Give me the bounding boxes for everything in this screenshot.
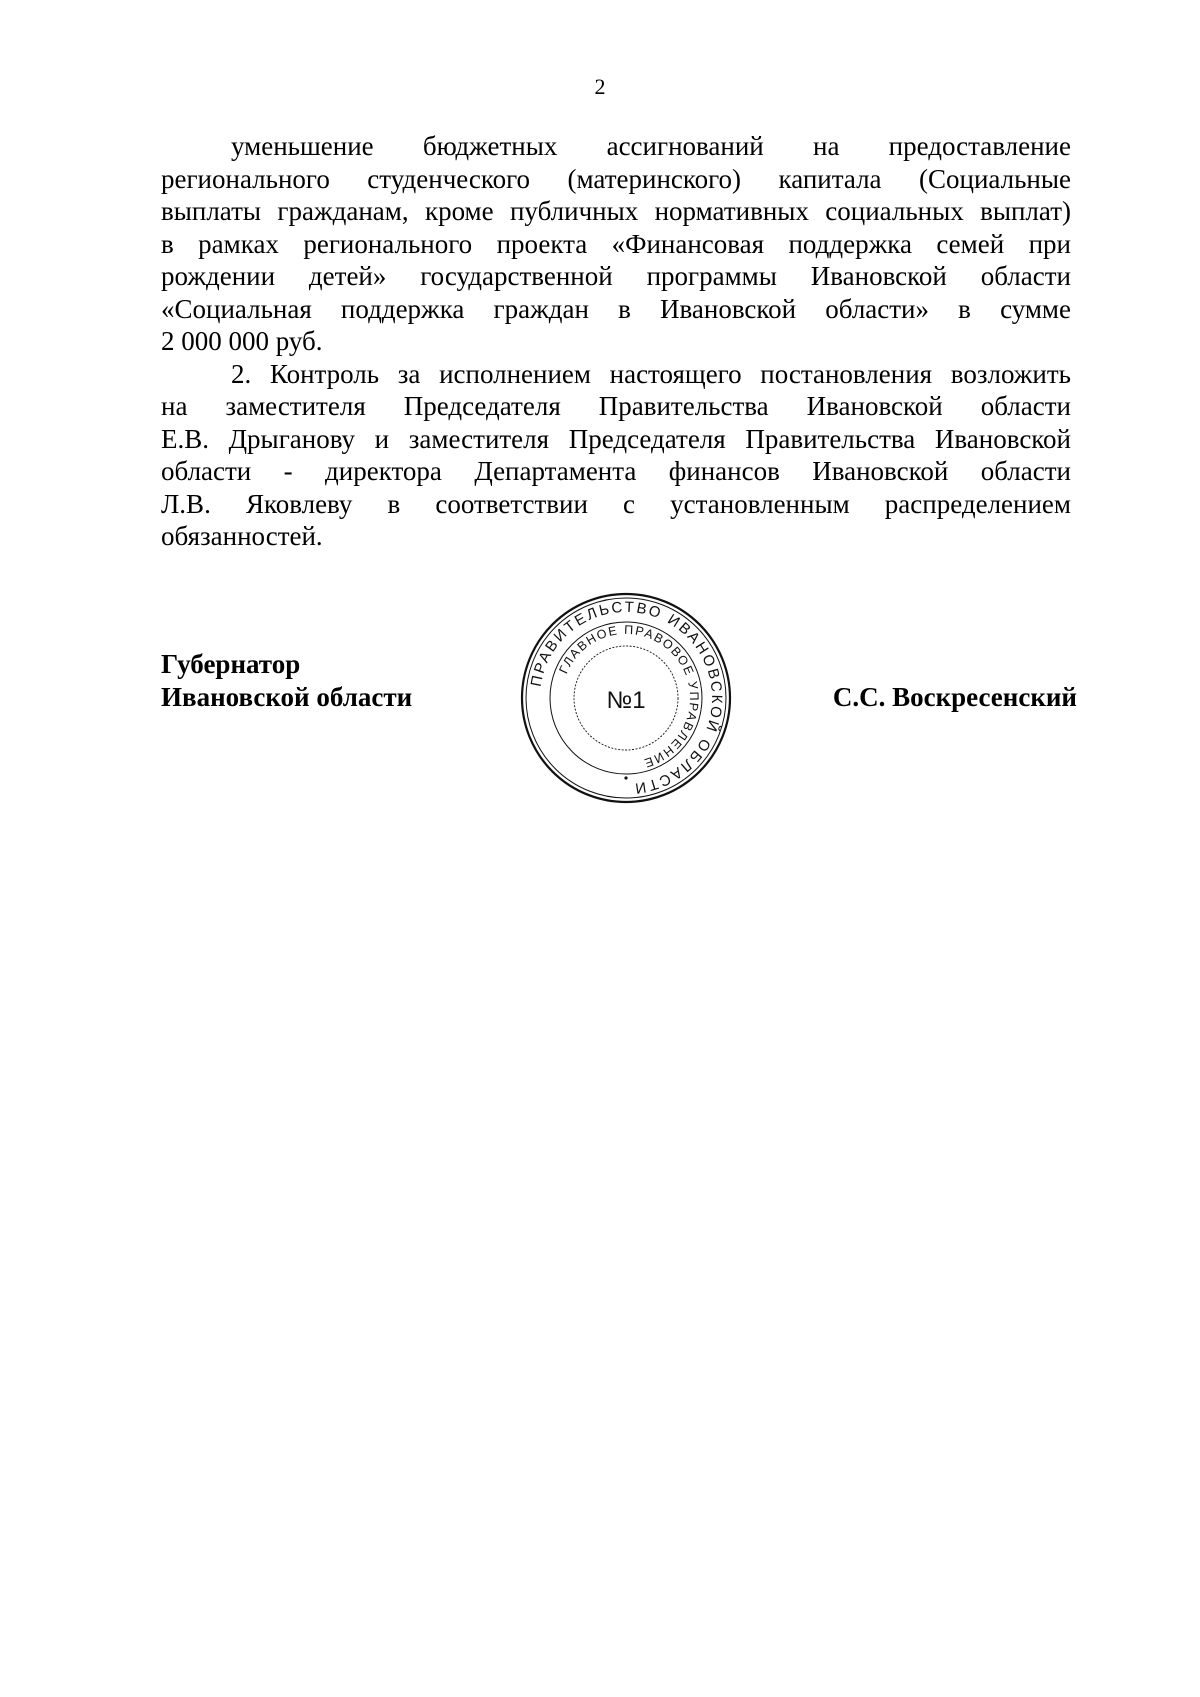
text-line: Е.В. Дрыганову и заместителя Председателя Правительства Ивановской <box>161 423 1071 454</box>
page-number: 2 <box>594 74 606 99</box>
text-line: 2. Контроль за исполнением настоящего постановления возложить <box>231 358 1071 389</box>
text-line: обязанностей. <box>161 521 323 551</box>
official-seal-stamp <box>518 590 734 806</box>
text-line: выплаты гражданам, кроме публичных нормативных социальных выплат) <box>161 196 1071 226</box>
text-line: Л.В. Яковлеву в соответствии с установленным распределением <box>161 488 1071 519</box>
text-line: в рамках регионального проекта «Финансовая поддержка семей при <box>161 228 1071 259</box>
signatory-title-line: Ивановской области <box>161 682 413 712</box>
signatory-title-line: Губернатор <box>161 649 301 679</box>
stamp-center-text: №1 <box>606 687 646 714</box>
paragraph-budget-reduction <box>161 130 1071 358</box>
text-line: на заместителя Председателя Правительства Ивановской области <box>161 391 1071 421</box>
signatory-name: С.С. Воскресенский <box>832 682 1077 712</box>
text-line: области - директора Департамента финансов Ивановской области <box>161 456 1071 486</box>
text-line: рождении детей» государственной программы Ивановской области <box>161 261 1071 291</box>
stamp-inner-text: ГЛАВНОЕ ПРАВОВОЕ УПРАВЛЕНИЕ <box>556 622 702 771</box>
paragraph-control-clause <box>161 358 1071 553</box>
signatory-title <box>161 648 412 714</box>
stamp-outer-text: ПРАВИТЕЛЬСТВО ИВАНОВСКОЙ ОБЛАСТИ <box>527 598 726 797</box>
text-line: уменьшение бюджетных ассигнований на предоставление <box>231 131 1071 161</box>
text-line: 2 000 000 руб. <box>161 326 323 356</box>
document-body <box>161 130 1071 553</box>
stamp-dot <box>624 776 627 779</box>
text-line: «Социальная поддержка граждан в Ивановской области» в сумме <box>161 293 1071 324</box>
text-line: регионального студенческого (материнского) капитала (Социальные <box>161 163 1071 194</box>
